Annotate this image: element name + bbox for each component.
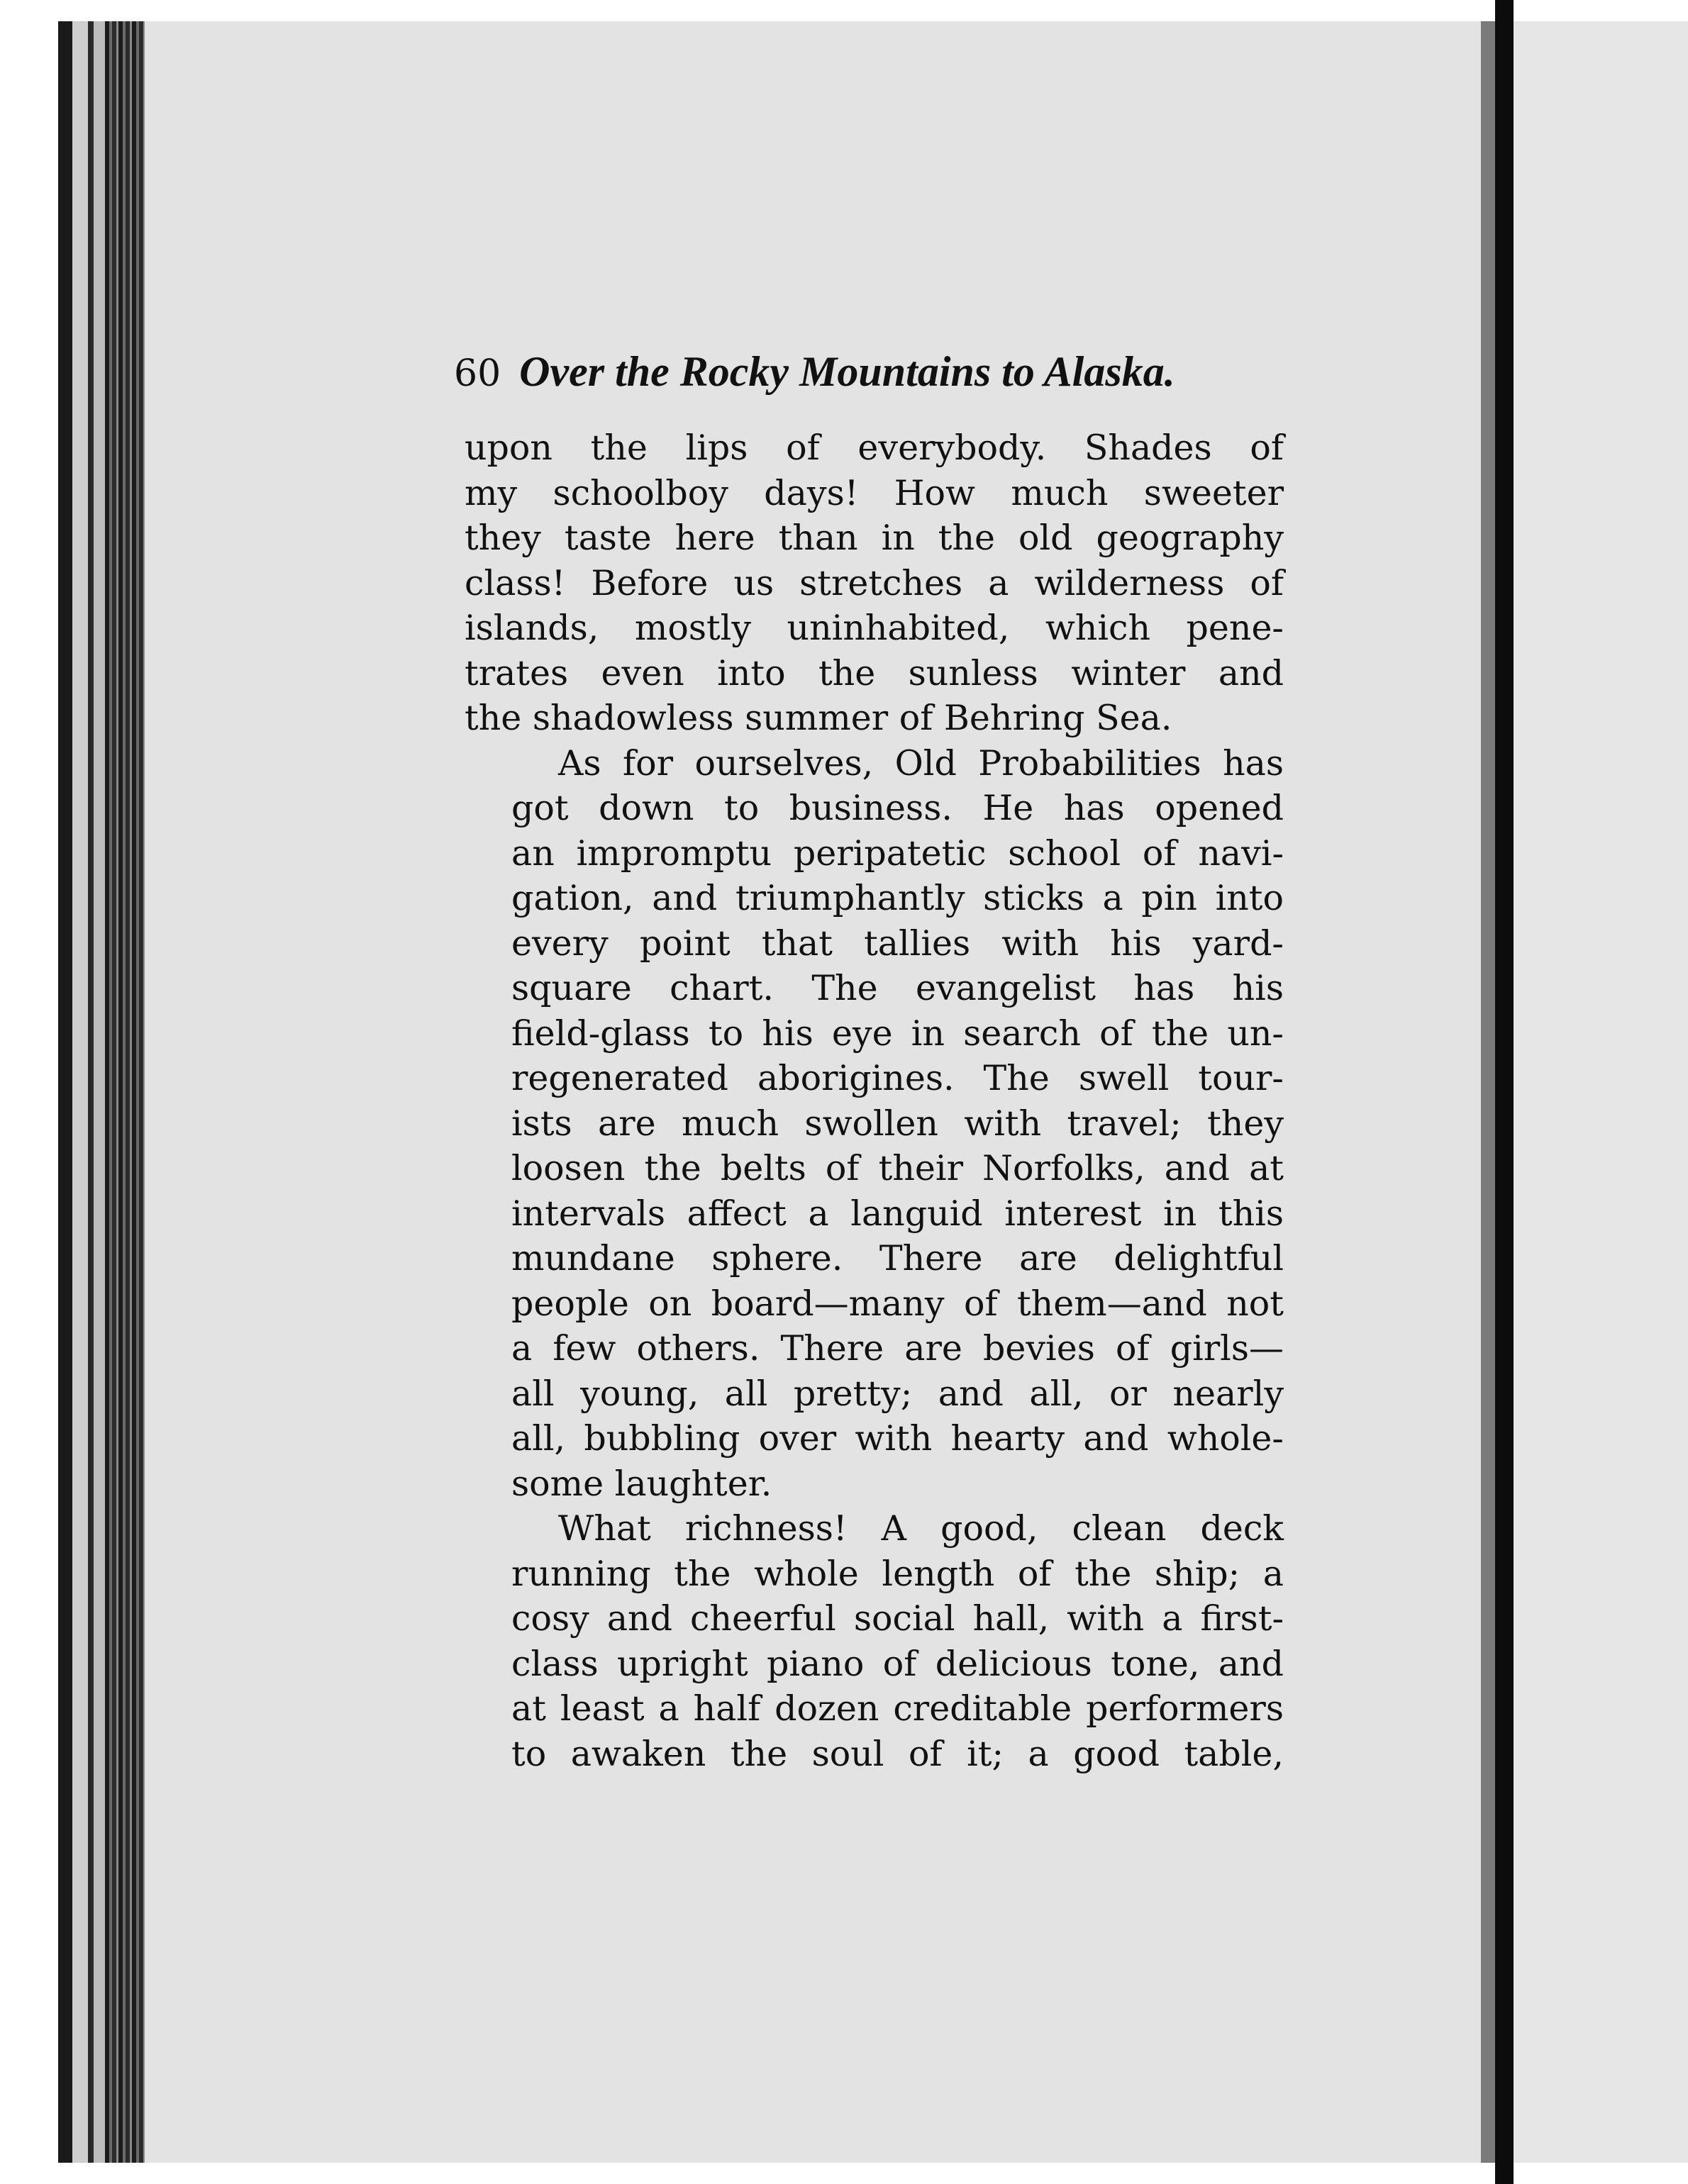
book-gutter xyxy=(1495,0,1514,2184)
text-line: field-glass to his eye in search of the un- xyxy=(511,1013,1284,1054)
running-head xyxy=(454,347,1248,396)
text-line: upon the lips of everybody. Shades of xyxy=(465,428,1284,468)
book-edge xyxy=(72,21,88,2163)
text-line: to awaken the soul of it; a good table, xyxy=(511,1733,1284,1774)
text-line: they taste here than in the old geography xyxy=(465,518,1284,558)
book-edge xyxy=(88,21,94,2163)
text-line: people on board—many of them—and not xyxy=(511,1283,1284,1324)
text-line: mundane sphere. There are delightful xyxy=(511,1238,1284,1278)
text-line: my schoolboy days! How much sweeter xyxy=(465,472,1284,513)
text-line: cosy and cheerful social hall, with a first- xyxy=(511,1598,1284,1639)
text-line: What richness! A good, clean deck xyxy=(558,1508,1284,1549)
paragraph xyxy=(465,741,1284,1507)
book-edge xyxy=(58,21,72,2163)
running-title: Over the Rocky Mountains to Alaska. xyxy=(519,348,1175,395)
text-line: some laughter. xyxy=(511,1463,772,1504)
text-line: every point that tallies with his yard- xyxy=(511,923,1284,964)
text-line: trates even into the sunless winter and xyxy=(465,652,1284,693)
text-line: all, bubbling over with hearty and whole- xyxy=(511,1418,1284,1459)
paragraph xyxy=(465,1506,1284,1776)
text-line: square chart. The evangelist has his xyxy=(511,968,1284,1008)
paragraph xyxy=(465,425,1284,741)
facing-page-edge xyxy=(1514,21,1688,2163)
text-line: islands, mostly uninhabited, which pene- xyxy=(465,608,1284,648)
text-line: gation, and triumphantly sticks a pin into xyxy=(511,878,1284,918)
text-line: got down to business. He has opened xyxy=(511,788,1284,828)
text-line: regenerated aborigines. The swell tour- xyxy=(511,1058,1284,1098)
gutter-shadow xyxy=(1481,21,1495,2163)
text-line: all young, all pretty; and all, or nearly xyxy=(511,1373,1284,1414)
body-text xyxy=(465,425,1284,1776)
text-line: a few others. There are bevies of girls— xyxy=(511,1328,1284,1369)
text-line: class! Before us stretches a wilderness of xyxy=(465,562,1284,603)
text-line: running the whole length of the ship; a xyxy=(511,1553,1284,1594)
text-line: loosen the belts of their Norfolks, and at xyxy=(511,1148,1284,1188)
page-number: 60 xyxy=(454,352,501,395)
text-line: As for ourselves, Old Probabilities has xyxy=(558,742,1284,784)
page-stack-edges xyxy=(105,21,145,2163)
book-edge xyxy=(94,21,105,2163)
text-line: an impromptu peripatetic school of navi- xyxy=(511,832,1284,874)
text-line: at least a half dozen creditable performers xyxy=(511,1688,1284,1729)
text-line: the shadowless summer of Behring Sea. xyxy=(465,698,1172,738)
scan-margin xyxy=(0,0,58,2184)
text-line: ists are much swollen with travel; they xyxy=(511,1103,1284,1144)
text-line: intervals affect a languid interest in this xyxy=(511,1193,1284,1234)
text-line: class upright piano of delicious tone, and xyxy=(511,1643,1284,1684)
